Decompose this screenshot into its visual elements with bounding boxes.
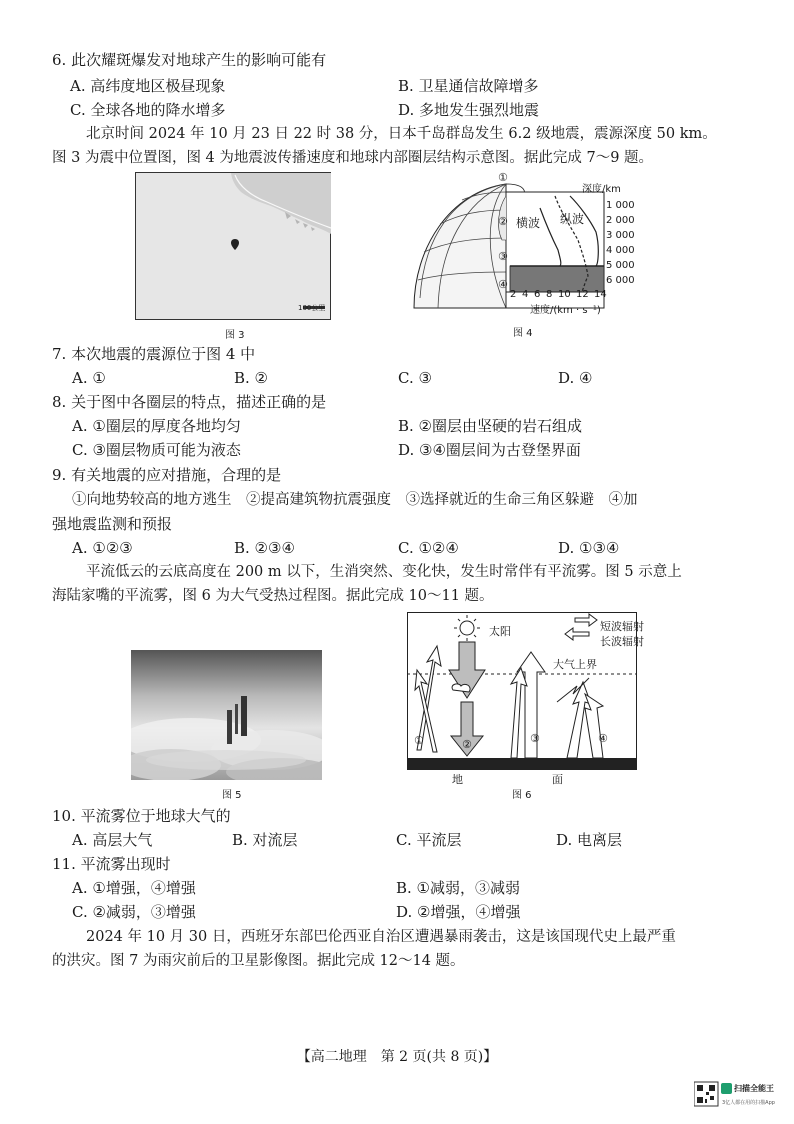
q6-option-d: D. 多地发生强烈地震	[398, 101, 540, 119]
fig4-speed-tick: 12	[576, 289, 589, 300]
fig4-marker-2: ②	[498, 215, 508, 228]
fig4-marker-4: ④	[498, 278, 508, 291]
fig4-depth-title: 深度/km	[582, 184, 621, 195]
q7-option-c: C. ③	[398, 369, 432, 387]
q10-option-d: D. 电离层	[556, 831, 623, 849]
passage3-line2: 的洪灾。图 7 为雨灾前后的卫星影像图。据此完成 12～14 题。	[52, 953, 465, 969]
q9-option-a: A. ①②③	[72, 539, 133, 557]
fig4-depth-tick: 4 000	[606, 245, 635, 256]
fig4-depth-tick: 1 000	[606, 200, 635, 211]
q8-option-d: D. ③④圈层间为古登堡界面	[398, 441, 581, 459]
fig6-ground-label-1: 地	[452, 773, 463, 786]
q10-option-a: A. 高层大气	[72, 831, 153, 849]
q10-stem: 10. 平流雾位于地球大气的	[52, 807, 231, 825]
fig4-speed-tick: 4	[522, 289, 529, 300]
fig6-marker-1: ①	[414, 734, 424, 747]
q7-option-a: A. ①	[72, 369, 106, 387]
passage1-line2: 图 3 为震中位置图，图 4 为地震波传播速度和地球内部圈层结构示意图。据此完成 7～9 题。	[52, 150, 654, 166]
fig4-p-wave-label: 纵波	[560, 212, 585, 226]
fig6-marker-4: ④	[598, 732, 608, 745]
passage2-line1: 平流低云的云底高度在 200 m 以下，生消突然、变化快，发生时常伴有平流雾。图 5 示意上	[86, 564, 682, 580]
passage2-line2: 海陆家嘴的平流雾，图 6 为大气受热过程图。据此完成 10～11 题。	[52, 588, 494, 604]
passage3-line1: 2024 年 10 月 30 日，西班牙东部巴伦西亚自治区遭遇暴雨袭击，这是该国现代史上最严重	[86, 929, 676, 945]
fig4-speed-label: 速度/(km · s⁻¹)	[530, 305, 601, 316]
q7-option-d: D. ④	[558, 369, 593, 387]
fig4-speed-tick: 10	[558, 289, 571, 300]
fig4-depth-tick: 3 000	[606, 230, 635, 241]
fig6-legend-shortwave: 短波辐射	[600, 620, 644, 633]
q9-option-d: D. ①③④	[558, 539, 620, 557]
q7-stem: 7. 本次地震的震源位于图 4 中	[52, 345, 256, 363]
fig4-s-wave-label: 横波	[516, 216, 541, 230]
fig4-speed-tick: 2	[510, 289, 517, 300]
scanner-badge-subtitle: 3亿人都在用的扫描App	[722, 1100, 775, 1106]
fig6-sun-label: 太阳	[489, 625, 511, 638]
fig6-legend-longwave: 长波辐射	[600, 635, 644, 648]
fig6-marker-3: ③	[530, 732, 540, 745]
q11-option-d: D. ②增强，④增强	[396, 903, 521, 921]
q9-measures-line1: ①向地势较高的地方逃生 ②提高建筑物抗震强度 ③选择就近的生命三角区躲避 ④加	[72, 492, 638, 508]
q7-option-b: B. ②	[234, 369, 269, 387]
q9-measures-line2: 强地震监测和预报	[52, 515, 173, 533]
fig4-speed-tick: 6	[534, 289, 541, 300]
fig6-marker-2: ②	[462, 738, 472, 751]
q9-stem: 9. 有关地震的应对措施，合理的是	[52, 466, 282, 484]
fig4-speed-tick: 14	[594, 289, 607, 300]
q8-option-b: B. ②圈层由坚硬的岩石组成	[398, 417, 583, 435]
q10-option-b: B. 对流层	[232, 831, 298, 849]
epicenter-marker-icon	[231, 236, 239, 255]
fig5-caption: 图 5	[222, 790, 242, 801]
fig3-scale-label: 100公里	[298, 304, 326, 312]
q9-option-b: B. ②③④	[234, 539, 295, 557]
fig4-depth-tick: 2 000	[606, 215, 635, 226]
fig6-ground-label-2: 面	[552, 773, 563, 786]
scanner-badge-title: 扫描全能王	[734, 1084, 774, 1093]
q6-option-c: C. 全球各地的降水增多	[70, 101, 226, 119]
q11-option-b: B. ①减弱，③减弱	[396, 879, 521, 897]
q10-option-c: C. 平流层	[396, 831, 462, 849]
fig4-marker-3: ③	[498, 250, 508, 263]
fig4-depth-tick: 6 000	[606, 275, 635, 286]
q6-option-a: A. 高纬度地区极昼现象	[70, 77, 226, 95]
q11-stem: 11. 平流雾出现时	[52, 855, 171, 873]
q8-option-a: A. ①圈层的厚度各地均匀	[72, 417, 241, 435]
q9-option-c: C. ①②④	[398, 539, 459, 557]
fig4-depth-tick: 5 000	[606, 260, 635, 271]
q8-stem: 8. 关于图中各圈层的特点，描述正确的是	[52, 393, 327, 411]
page-footer: 【高二地理 第 2 页(共 8 页)】	[296, 1049, 498, 1065]
figure-5-advection-fog-photo	[131, 650, 322, 780]
fig6-atmosphere-top-label: 大气上界	[553, 658, 597, 671]
q11-option-c: C. ②减弱，③增强	[72, 903, 196, 921]
fig6-caption: 图 6	[512, 790, 532, 801]
fig3-caption: 图 3	[225, 330, 245, 341]
fig4-marker-1: ①	[498, 171, 508, 184]
passage1-line1: 北京时间 2024 年 10 月 23 日 22 时 38 分，日本千岛群岛发生 6.2 级地震，震源深度 50 km。	[86, 126, 717, 142]
q11-option-a: A. ①增强，④增强	[72, 879, 196, 897]
q8-option-c: C. ③圈层物质可能为液态	[72, 441, 241, 459]
q6-stem: 6. 此次耀斑爆发对地球产生的影响可能有	[52, 51, 327, 69]
q6-option-b: B. 卫星通信故障增多	[398, 77, 539, 95]
fig4-caption: 图 4	[513, 328, 533, 339]
fig4-speed-tick: 8	[546, 289, 553, 300]
